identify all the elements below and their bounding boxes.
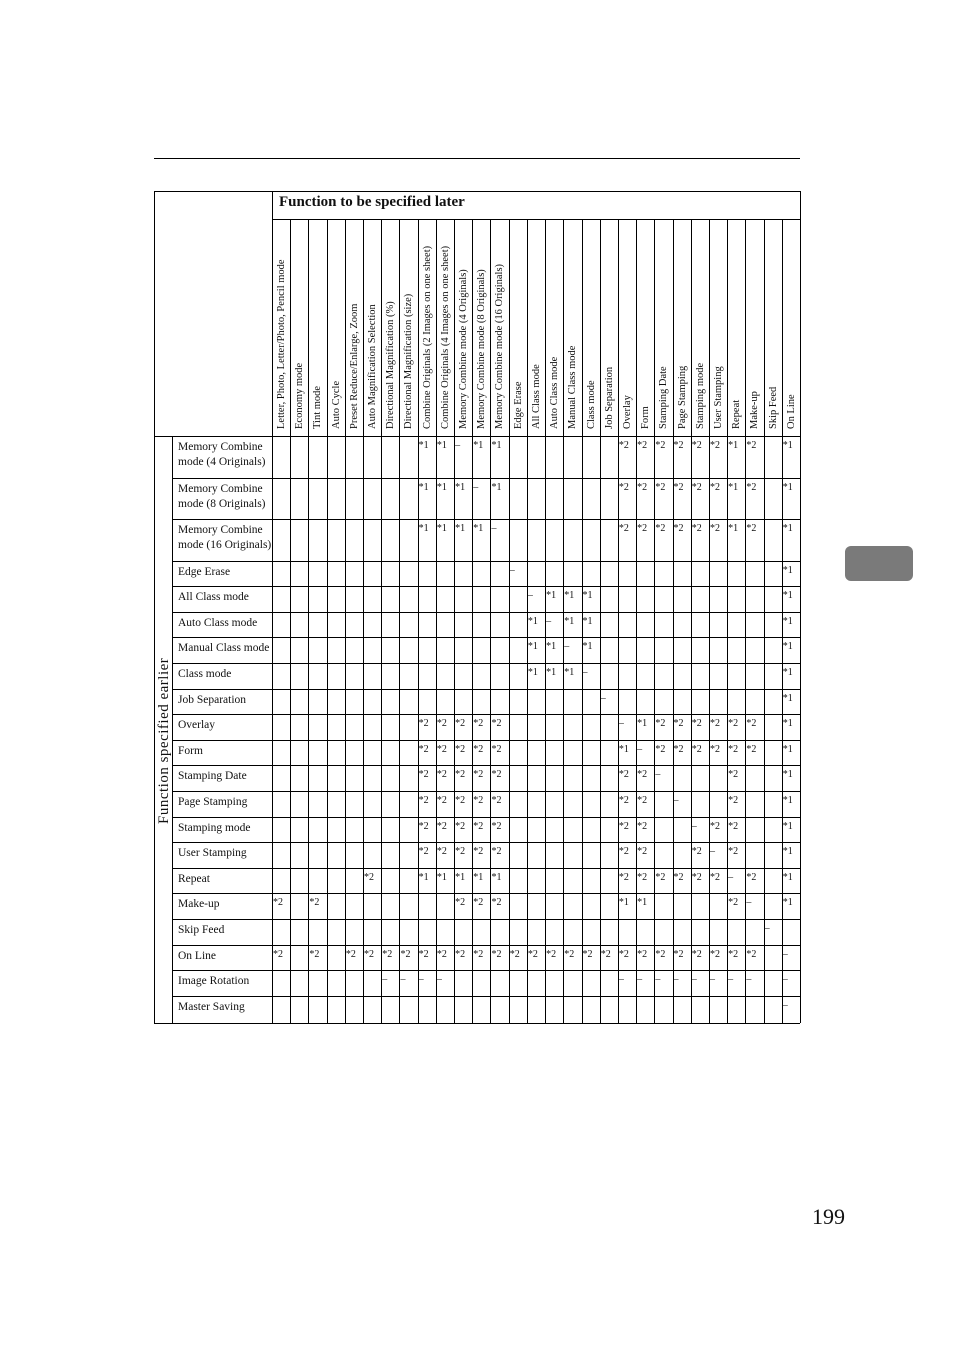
table-cell: *2 (673, 871, 684, 883)
table-cell: *2 (436, 846, 447, 858)
header-divider (154, 436, 800, 437)
table-cell: – (673, 974, 679, 986)
table-cell: *1 (527, 615, 538, 627)
table-cell: *1 (436, 440, 447, 451)
column-header: Letter, Photo, Letter/Photo, Pencil mode (276, 259, 287, 429)
table-cell: *2 (455, 846, 466, 858)
table-cell: *1 (418, 871, 429, 883)
row-gridline (172, 970, 800, 971)
row-gridline (172, 868, 800, 869)
row-gridline (172, 612, 800, 613)
column-gridline (600, 219, 601, 1023)
table-cell: *2 (655, 743, 666, 755)
row-label: Image Rotation (178, 975, 250, 988)
column-gridline (381, 219, 382, 1023)
table-cell: *1 (728, 523, 739, 534)
table-cell: *2 (436, 794, 447, 806)
column-gridline (654, 219, 655, 1023)
column-header: Combine Originals (4 Images on one sheet) (439, 245, 451, 429)
table-cell: *2 (455, 897, 466, 909)
table-cell: *1 (618, 897, 629, 909)
column-header: Memory Combine mode (4 Originals) (458, 269, 470, 429)
table-cell: *2 (618, 820, 629, 832)
table-cell: – (728, 974, 734, 986)
row-label: Page Stamping (178, 795, 248, 808)
table-cell: *1 (637, 718, 648, 730)
table-cell: *2 (418, 794, 429, 806)
table-cell: *1 (564, 590, 575, 602)
table-cell: *1 (564, 615, 575, 627)
row-label: Job Separation (178, 693, 247, 706)
column-header: Job Separation (603, 366, 615, 429)
table-cell: *2 (473, 769, 484, 781)
row-gridline (172, 996, 800, 997)
table-cell: *2 (746, 523, 757, 534)
row-gridline (172, 765, 800, 766)
column-header: On Line (785, 394, 797, 429)
table-cell: *2 (691, 718, 702, 730)
table-cell: *2 (728, 820, 739, 832)
table-cell: *2 (564, 948, 575, 960)
row-label: Repeat (178, 872, 210, 885)
table-cell: *2 (491, 846, 502, 858)
table-cell: *2 (418, 846, 429, 858)
table-cell: *1 (527, 666, 538, 678)
table-cell: *1 (782, 440, 793, 451)
table-cell: *2 (673, 718, 684, 730)
table-cell: *2 (400, 948, 411, 960)
column-gridline (764, 219, 765, 1023)
table-cell: *2 (491, 820, 502, 832)
column-header: Auto Magnification Selection (367, 304, 379, 429)
table-cell: *2 (673, 523, 684, 534)
table-cell: *2 (455, 718, 466, 730)
table-cell: *2 (637, 871, 648, 883)
table-cell: *2 (691, 440, 702, 451)
table-cell: *2 (728, 948, 739, 960)
table-cell: *1 (782, 718, 793, 730)
table-cell: *2 (546, 948, 557, 960)
table-cell: *2 (491, 718, 502, 730)
table-cell: *2 (455, 743, 466, 755)
table-cell: – (709, 846, 715, 858)
table-cell: *2 (436, 820, 447, 832)
table-cell: – (618, 974, 624, 986)
column-header: Tint mode (312, 385, 324, 429)
table-cell: *1 (491, 481, 502, 493)
table-cell: *2 (273, 948, 283, 960)
table-cell: *2 (527, 948, 538, 960)
column-header: Directional Magnification (%) (385, 301, 397, 429)
table-cell: *2 (618, 481, 629, 493)
table-cell: *2 (691, 481, 702, 493)
table-cell: *2 (746, 948, 757, 960)
table-cell: *2 (382, 948, 393, 960)
table-cell: *2 (709, 871, 720, 883)
table-cell: *1 (436, 481, 447, 493)
table-cell: *2 (436, 718, 447, 730)
table-cell: *2 (473, 846, 484, 858)
row-label: User Stamping (178, 847, 247, 860)
table-cell: *2 (728, 897, 739, 909)
table-cell: – (455, 440, 461, 451)
column-gridline (691, 219, 692, 1023)
row-label: Edge Erase (178, 565, 231, 578)
row-label: Auto Class mode (178, 616, 258, 629)
table-cell: *2 (309, 897, 320, 909)
table-cell: *2 (728, 718, 739, 730)
table-cell: *2 (655, 718, 666, 730)
row-axis-label: Function specified earlier (156, 657, 172, 824)
row-gridline (172, 478, 800, 479)
table-cell: – (782, 974, 788, 986)
table-cell: *2 (436, 769, 447, 781)
row-gridline (172, 637, 800, 638)
table-cell: *1 (728, 440, 739, 451)
column-header: Economy mode (294, 362, 306, 429)
table-cell: – (637, 743, 643, 755)
table-cell: *2 (600, 948, 611, 960)
table-cell: *2 (709, 948, 720, 960)
table-cell: *1 (473, 440, 484, 451)
table-cell: *2 (455, 794, 466, 806)
table-cell: *2 (509, 948, 520, 960)
table-cell: *2 (436, 948, 447, 960)
column-gridline (345, 219, 346, 1023)
table-cell: *2 (709, 523, 720, 534)
table-title: Function to be specified later (279, 194, 465, 210)
table-cell: *2 (746, 743, 757, 755)
row-label: Manual Class mode (178, 642, 270, 655)
row-gridline (172, 561, 800, 562)
table-cell: *1 (491, 440, 502, 451)
column-header: Make-up (749, 391, 761, 429)
column-gridline (509, 219, 510, 1023)
table-cell: *1 (782, 692, 793, 704)
row-label: Stamping Date (178, 770, 247, 783)
table-cell: *2 (673, 948, 684, 960)
table-cell: *1 (582, 615, 593, 627)
column-header: Directional Magnification (size) (403, 293, 415, 429)
column-header: Repeat (731, 399, 743, 429)
table-cell: *2 (673, 743, 684, 755)
table-cell: *1 (782, 481, 793, 493)
table-cell: *2 (673, 481, 684, 493)
column-header: Skip Feed (767, 386, 779, 429)
row-gridline (172, 519, 800, 520)
table-cell: *2 (473, 948, 484, 960)
table-cell: *2 (709, 440, 720, 451)
table-cell: *2 (728, 743, 739, 755)
table-cell: *1 (491, 871, 502, 883)
table-cell: *1 (782, 743, 793, 755)
table-cell: – (582, 666, 588, 678)
column-header: Stamping Date (658, 366, 670, 429)
table-cell: – (782, 999, 788, 1011)
table-cell: – (600, 692, 606, 704)
table-cell: – (637, 974, 643, 986)
table-cell: *2 (491, 948, 502, 960)
table-cell: *1 (546, 590, 557, 602)
table-cell: *2 (655, 481, 666, 493)
row-label: All Class mode (178, 591, 249, 604)
table-cell: *2 (345, 948, 356, 960)
table-cell: – (491, 523, 497, 534)
table-cell: *1 (782, 564, 793, 576)
table-border-top (154, 191, 800, 192)
table-cell: *2 (418, 948, 429, 960)
table-cell: *1 (782, 615, 793, 627)
row-gridline (172, 817, 800, 818)
row-label: Memory Combine mode (4 Originals) (178, 441, 266, 468)
row-label: Form (178, 744, 203, 757)
table-cell: *1 (418, 481, 429, 493)
column-header: Class mode (585, 380, 597, 429)
row-label: Overlay (178, 719, 216, 732)
table-cell: – (400, 974, 406, 986)
row-label: Skip Feed (178, 923, 225, 936)
table-cell: *1 (782, 523, 793, 534)
row-gridline (172, 945, 800, 946)
column-header: Stamping mode (694, 362, 706, 429)
column-header: User Stamping (712, 366, 724, 429)
column-header: Overlay (621, 395, 633, 429)
row-gridline (172, 689, 800, 690)
table-cell: *2 (691, 846, 702, 858)
column-header: Manual Class mode (567, 345, 579, 429)
table-cell: *2 (728, 794, 739, 806)
table-cell: *2 (473, 743, 484, 755)
table-cell: *2 (637, 948, 648, 960)
table-cell: *2 (746, 481, 757, 493)
row-gridline (172, 893, 800, 894)
column-header: Combine Originals (2 Images on one sheet) (421, 245, 433, 429)
table-cell: – (527, 590, 533, 602)
column-gridline (709, 219, 710, 1023)
table-cell: *1 (782, 666, 793, 678)
title-divider (272, 219, 800, 220)
table-cell: *1 (546, 666, 557, 678)
table-cell: – (546, 615, 552, 627)
table-cell: *2 (473, 820, 484, 832)
table-cell: *2 (655, 440, 666, 451)
table-cell: *1 (473, 523, 484, 534)
table-cell: *2 (364, 871, 375, 883)
table-cell: *2 (637, 820, 648, 832)
column-gridline (673, 219, 674, 1023)
table-cell: *2 (455, 820, 466, 832)
row-label: Stamping mode (178, 821, 251, 834)
table-cell: *1 (436, 871, 447, 883)
table-cell: *2 (655, 523, 666, 534)
table-cell: *2 (618, 769, 629, 781)
row-label: Make-up (178, 898, 220, 911)
table-cell: – (673, 794, 679, 806)
row-label: On Line (178, 949, 217, 962)
row-gridline (172, 842, 800, 843)
column-header: Memory Combine mode (16 Originals) (494, 263, 506, 429)
table-cell: – (782, 948, 788, 960)
column-header: Preset Reduce/Enlarge, Zoom (348, 303, 360, 429)
table-cell: – (728, 871, 734, 883)
table-cell: *2 (473, 718, 484, 730)
table-cell: – (691, 974, 697, 986)
table-cell: *2 (436, 743, 447, 755)
table-cell: – (473, 481, 479, 493)
column-header: Auto Class mode (549, 356, 561, 429)
table-cell: *2 (618, 794, 629, 806)
table-cell: *2 (618, 846, 629, 858)
table-cell: – (746, 974, 752, 986)
table-cell: – (655, 769, 661, 781)
table-cell: *2 (691, 871, 702, 883)
table-cell: *1 (728, 481, 739, 493)
table-cell: *2 (582, 948, 593, 960)
table-cell: *2 (691, 743, 702, 755)
table-cell: *2 (637, 794, 648, 806)
table-border-right (800, 191, 801, 1023)
table-cell: *2 (709, 743, 720, 755)
table-cell: *2 (637, 769, 648, 781)
table-cell: – (691, 820, 697, 832)
table-cell: *2 (746, 871, 757, 883)
row-label: Memory Combine mode (8 Originals) (178, 482, 266, 510)
table-cell: *1 (436, 523, 447, 534)
table-cell: *2 (364, 948, 375, 960)
table-cell: *2 (655, 871, 666, 883)
table-cell: – (509, 564, 515, 576)
row-gridline (172, 663, 800, 664)
table-cell: *2 (637, 523, 648, 534)
table-cell: *2 (746, 440, 757, 451)
table-cell: *1 (582, 590, 593, 602)
table-border-bottom (154, 1023, 800, 1024)
table-cell: *1 (782, 641, 793, 653)
table-cell: *2 (418, 718, 429, 730)
table-cell: *2 (691, 523, 702, 534)
table-cell: *2 (728, 846, 739, 858)
table-cell: *2 (637, 846, 648, 858)
table-cell: *1 (473, 871, 484, 883)
table-cell: *2 (618, 948, 629, 960)
table-cell: *2 (473, 897, 484, 909)
table-cell: *2 (709, 820, 720, 832)
table-cell: *1 (455, 481, 466, 493)
table-cell: *1 (418, 440, 429, 451)
table-cell: *2 (491, 794, 502, 806)
table-cell: – (764, 922, 770, 934)
table-cell: – (418, 974, 424, 986)
table-cell: *1 (527, 641, 538, 653)
table-cell: *1 (782, 820, 793, 832)
table-cell: – (618, 718, 624, 730)
table-cell: *2 (691, 948, 702, 960)
table-cell: – (655, 974, 661, 986)
table-cell: *2 (491, 897, 502, 909)
table-cell: *2 (673, 440, 684, 451)
table-cell: *1 (782, 846, 793, 858)
table-cell: *1 (455, 871, 466, 883)
column-gridline (436, 219, 437, 1023)
row-gridline (172, 919, 800, 920)
page-number: 199 (812, 1204, 845, 1229)
table-cell: – (746, 897, 752, 909)
table-cell: *1 (782, 769, 793, 781)
table-cell: – (382, 974, 388, 986)
column-gridline (290, 219, 291, 1023)
table-cell: – (709, 974, 715, 986)
table-cell: *1 (546, 641, 557, 653)
table-cell: *2 (618, 871, 629, 883)
table-cell: *2 (728, 769, 739, 781)
column-header: Memory Combine mode (8 Originals) (476, 269, 488, 429)
row-gridline (172, 714, 800, 715)
table-cell: *2 (655, 948, 666, 960)
column-gridline (327, 219, 328, 1023)
table-cell: *2 (418, 769, 429, 781)
column-header: Form (640, 406, 652, 429)
table-cell: *1 (782, 794, 793, 806)
table-cell: *1 (564, 666, 575, 678)
table-cell: *2 (637, 481, 648, 493)
table-cell: *2 (418, 743, 429, 755)
table-cell: *1 (418, 523, 429, 534)
table-cell: *1 (618, 743, 629, 755)
table-cell: – (564, 641, 570, 653)
table-cell: *1 (782, 871, 793, 883)
column-gridline (418, 219, 419, 1023)
table-cell: *2 (273, 897, 283, 909)
table-cell: *1 (582, 641, 593, 653)
table-border-left (154, 191, 155, 1023)
table-cell: *2 (491, 743, 502, 755)
row-label: Class mode (178, 667, 232, 680)
table-cell: *2 (455, 948, 466, 960)
table-cell: *1 (782, 897, 793, 909)
column-gridline (363, 219, 364, 1023)
column-header: Auto Cycle (330, 380, 342, 429)
table-cell: *1 (782, 590, 793, 602)
column-header: All Class mode (530, 364, 542, 429)
table-cell: *1 (455, 523, 466, 534)
table-cell: *2 (709, 718, 720, 730)
table-cell: *2 (455, 769, 466, 781)
row-gridline (172, 791, 800, 792)
table-cell: *2 (637, 440, 648, 451)
table-cell: *2 (746, 718, 757, 730)
table-cell: *2 (473, 794, 484, 806)
table-cell: *1 (637, 897, 648, 909)
table-cell: *2 (418, 820, 429, 832)
row-gridline (172, 586, 800, 587)
row-gridline (172, 740, 800, 741)
column-header: Page Stamping (676, 365, 688, 429)
table-cell: *2 (309, 948, 320, 960)
column-header: Edge Erase (512, 381, 524, 429)
row-label: Master Saving (178, 1000, 245, 1013)
table-cell: *2 (491, 769, 502, 781)
table-cell: *2 (618, 440, 629, 451)
column-gridline (399, 219, 400, 1023)
table-cell: *2 (709, 481, 720, 493)
table-cell: *2 (618, 523, 629, 534)
table-cell: – (436, 974, 442, 986)
row-label: Memory Combine mode (16 Originals) (178, 524, 272, 551)
